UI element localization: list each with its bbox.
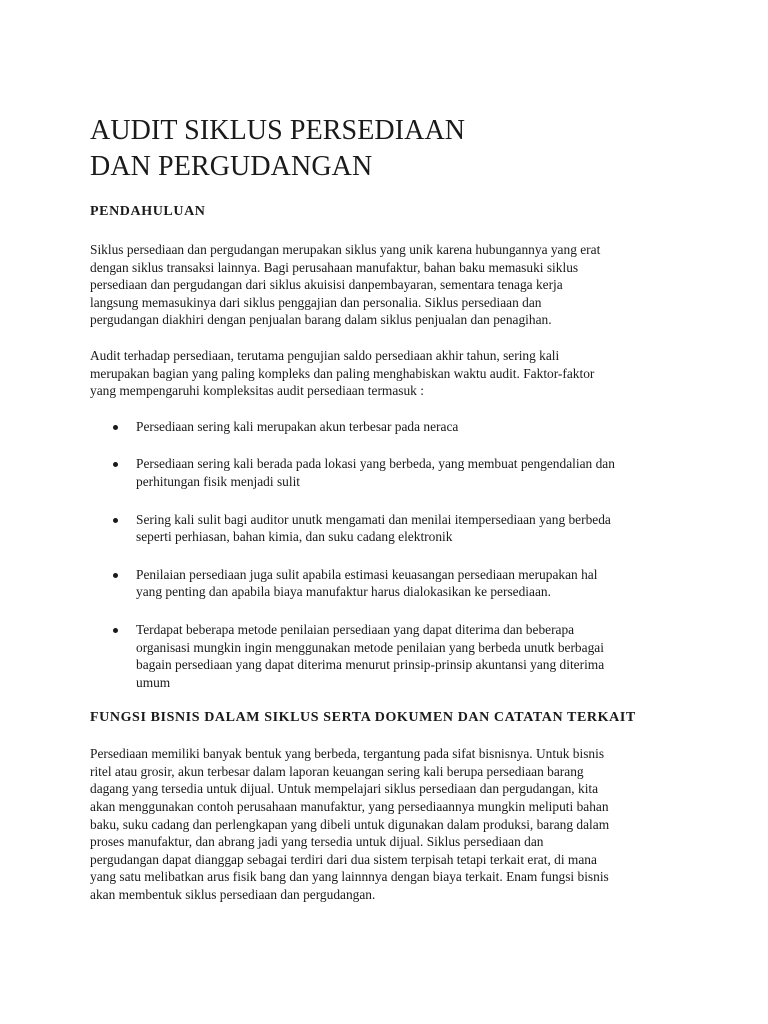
list-item-line: Persediaan sering kali merupakan akun terbesar pada neraca [136,418,459,434]
list-item [90,455,690,490]
fungsi-paragraph [90,745,690,903]
paragraph-line: akan menggunakan contoh perusahaan manufaktur, yang persediaannya mungkin meliputi bahan [90,799,609,815]
list-item-line: yang penting dan apabila biaya manufaktur harus dialokasikan ke persediaan. [136,584,551,600]
paragraph-line: yang satu melibatkan arus fisik bang dan yang lainnnya dengan biaya terkait. Enam fungsi bisnis [90,869,609,885]
paragraph-line: Persediaan memiliki banyak bentuk yang berbeda, tergantung pada sifat bisnisnya. Untuk bisnis [90,746,605,762]
intro-paragraph [90,241,690,329]
complexity-factors-list [90,418,690,692]
bullet-icon [113,462,118,467]
paragraph-line: dagang yang tersedia untuk dijual. Untuk mempelajari siklus persediaan dan pergudangan, kita [90,781,599,797]
document-content [90,113,690,904]
bullet-icon [113,573,118,578]
bullet-icon [113,518,118,523]
list-item [90,566,690,601]
list-item-line: umum [136,674,171,690]
list-item [90,621,690,691]
paragraph-line: baku, suku cadang dan perlengkapan yang dibeli untuk digunakan dalam produksi, barang dalam [90,816,610,832]
paragraph-line: Siklus persediaan dan pergudangan merupakan siklus yang unik karena hubungannya yang erat [90,242,601,257]
bullet-icon [113,628,118,633]
audit-paragraph [90,347,690,400]
list-item [90,511,690,546]
list-item-line: organisasi mungkin ingin menggunakan metode penilaian yang berbeda unutk berbagai [136,639,604,655]
list-item-line: seperti perhiasan, bahan kimia, dan suku cadang elektronik [136,529,453,545]
list-item-line: Sering kali sulit bagi auditor unutk mengamati dan menilai itempersediaan yang berbeda [136,511,611,527]
paragraph-line: langsung memasukinya dari siklus penggajian dan personalia. Siklus persediaan dan [90,294,542,310]
paragraph-line: persediaan dan pergudangan dari siklus akuisisi danpembayaran, sementara tenaga kerja [90,277,563,293]
list-item-line: perhitungan fisik menjadi sulit [136,473,301,489]
paragraph-line: dengan siklus transaksi lainnya. Bagi perusahaan manufaktur, bahan baku memasuki siklus [90,259,579,275]
paragraph-line: pergudangan dapat dianggap sebagai terdiri dari dua sistem terpisah tetapi terkait erat, di mana [90,851,597,867]
list-item [90,418,690,436]
title-line: AUDIT SIKLUS PERSEDIAAN [90,115,466,146]
bullet-icon [113,425,118,430]
paragraph-line: ritel atau grosir, akun terbesar dalam laporan keuangan sering kali berupa persediaan barang [90,763,584,779]
document-title [90,113,690,185]
paragraph-line: pergudangan diakhiri dengan penjualan barang dalam siklus penjualan dan penagihan. [90,312,552,328]
list-item-line: Penilaian persediaan juga sulit apabila estimasi keuasangan persediaan merupakan hal [136,566,598,582]
paragraph-line: proses manufaktur, dan abrang jadi yang tersedia untuk dijual. Siklus persediaan dan [90,834,544,850]
paragraph-line: akan membentuk siklus persediaan dan pergudangan. [90,887,376,903]
list-item-line: Terdapat beberapa metode penilaian persediaan yang dapat diterima dan beberapa [136,621,575,637]
list-item-line: Persediaan sering kali berada pada lokasi yang berbeda, yang membuat pengendalian dan [136,456,615,472]
paragraph-line: merupakan bagian yang paling kompleks dan paling menghabiskan waktu audit. Faktor-faktor [90,365,595,381]
paragraph-line: Audit terhadap persediaan, terutama pengujian saldo persediaan akhir tahun, sering kali [90,347,560,363]
section-heading-fungsi-bisnis: FUNGSI BISNIS DALAM SIKLUS SERTA DOKUMEN DAN CATATAN TERKAIT [90,710,636,726]
paragraph-line: yang mempengaruhi kompleksitas audit persediaan termasuk : [90,383,424,399]
list-item-line: bagain persediaan yang dapat diterima menurut prinsip-prinsip akuntansi yang diterima [136,657,605,673]
section-heading-pendahuluan: PENDAHULUAN [90,204,206,219]
title-line: DAN PERGUDANGAN [90,151,373,182]
